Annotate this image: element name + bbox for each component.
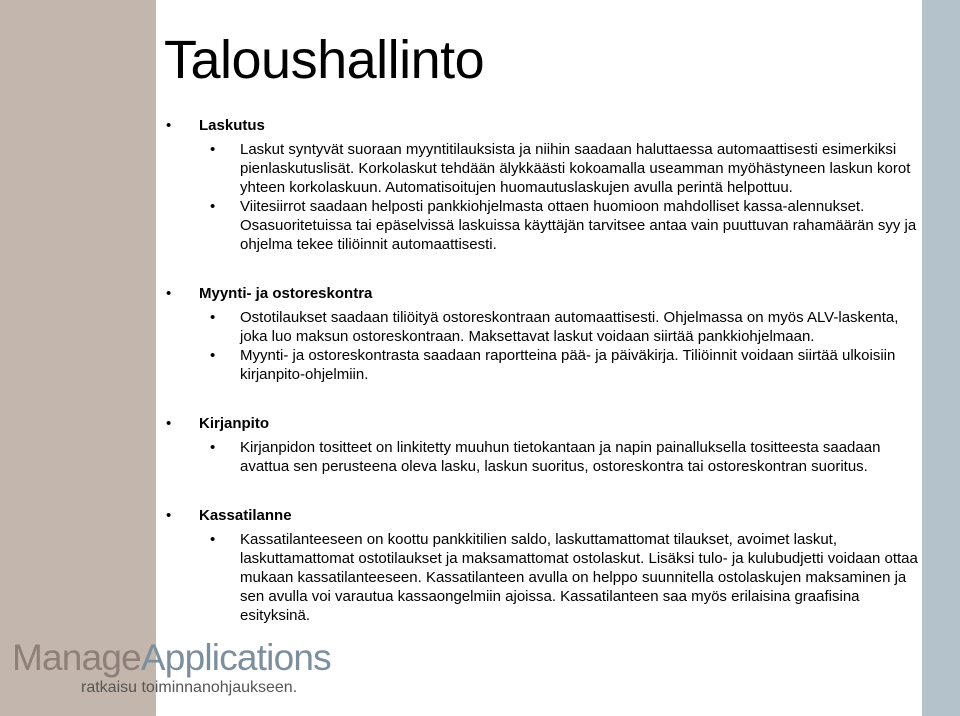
section-items xyxy=(199,438,920,476)
section-heading: Myynti- ja ostoreskontra xyxy=(199,285,373,302)
brand-name-part-2: Applications xyxy=(140,637,331,678)
bullet-item xyxy=(199,308,920,346)
section-items xyxy=(199,308,920,384)
section-heading: Laskutus xyxy=(199,117,265,134)
brand-logo xyxy=(12,636,331,698)
right-decorative-band xyxy=(922,0,960,716)
slide-content xyxy=(164,112,920,625)
section-heading: Kirjanpito xyxy=(199,415,269,432)
brand-name xyxy=(12,636,331,680)
section-bullet: • xyxy=(166,285,172,302)
bullet-item-text: Laskut syntyvät suoraan myyntitilauksista ja niihin saadaan haluttaessa automaattisesti esimerkiksi pienlaskutuslisät. Korkolaskut tehdään älykkäästi kokoamalla useamman myöhästyneen laskun korot yhteen korkolaskuun. Automatisoitujen huomautuslaskujen avulla perintä helpottuu. xyxy=(240,141,911,196)
section-kirjanpito xyxy=(164,410,920,476)
bullet-item xyxy=(199,438,920,476)
section-kassatilanne xyxy=(164,502,920,625)
bullet-item-text: Kassatilanteeseen on koottu pankkitilien saldo, laskuttamattomat tilaukset, avoimet laskut, laskuttamattomat ostotilaukset ja maksamattomat ostolaskut. Lisäksi tulo- ja kulubudjetti voidaan ottaa mukaan kassatilanteeseen. Kassatilanteen avulla on helppo suunnitella ostolaskujen maksaminen ja sen avulla voi varautua kassaongelmiin ajoissa. Kassatilanteen saa myös erilaisina graafisina esityksinä. xyxy=(240,531,918,624)
brand-name-part-1: Manage xyxy=(12,637,141,678)
section-bullet: • xyxy=(166,415,172,432)
slide-title: Taloushallinto xyxy=(164,30,485,90)
item-bullet: • xyxy=(210,439,216,456)
item-bullet: • xyxy=(210,141,216,158)
bullet-item xyxy=(199,197,920,254)
bullet-item xyxy=(199,530,920,625)
section-bullet: • xyxy=(166,507,172,524)
bullet-item-text: Kirjanpidon tositteet on linkitetty muuhun tietokantaan ja napin painalluksella tositteesta saadaan avattua sen perusteena oleva lasku, laskun suoritus, ostoreskontra tai ostoreskontran suoritus. xyxy=(240,439,881,475)
section-laskutus xyxy=(164,112,920,254)
item-bullet: • xyxy=(210,309,216,326)
section-reskontra xyxy=(164,280,920,384)
left-decorative-band xyxy=(0,0,156,716)
section-items xyxy=(199,140,920,254)
item-bullet: • xyxy=(210,531,216,548)
section-heading: Kassatilanne xyxy=(199,507,292,524)
item-bullet: • xyxy=(210,347,216,364)
bullet-item-text: Ostotilaukset saadaan tiliöityä ostoreskontraan automaattisesti. Ohjelmassa on myös ALV-laskenta, joka luo maksun ostoreskontraan. Maksettavat laskut voidaan siirtää pankkiohjelmaan. xyxy=(240,309,899,345)
bullet-item-text: Myynti- ja ostoreskontrasta saadaan raportteina pää- ja päiväkirja. Tiliöinnit voidaan siirtää ulkoisiin kirjanpito-ohjelmiin. xyxy=(240,347,896,383)
bullet-item xyxy=(199,346,920,384)
brand-tagline: ratkaisu toiminnanohjaukseen. xyxy=(81,679,298,696)
section-bullet: • xyxy=(166,117,172,134)
bullet-item-text: Viitesiirrot saadaan helposti pankkiohjelmasta ottaen huomioon mahdolliset kassa-alennukset. Osasuoritetuissa tai epäselvissä laskuissa käyttäjän tarvitsee antaa vain puuttuvan rahamäärän syy ja ohjelma tekee tiliöinnit automaattisesti. xyxy=(240,198,917,253)
bullet-item xyxy=(199,140,920,197)
section-items xyxy=(199,530,920,625)
item-bullet: • xyxy=(210,198,216,215)
